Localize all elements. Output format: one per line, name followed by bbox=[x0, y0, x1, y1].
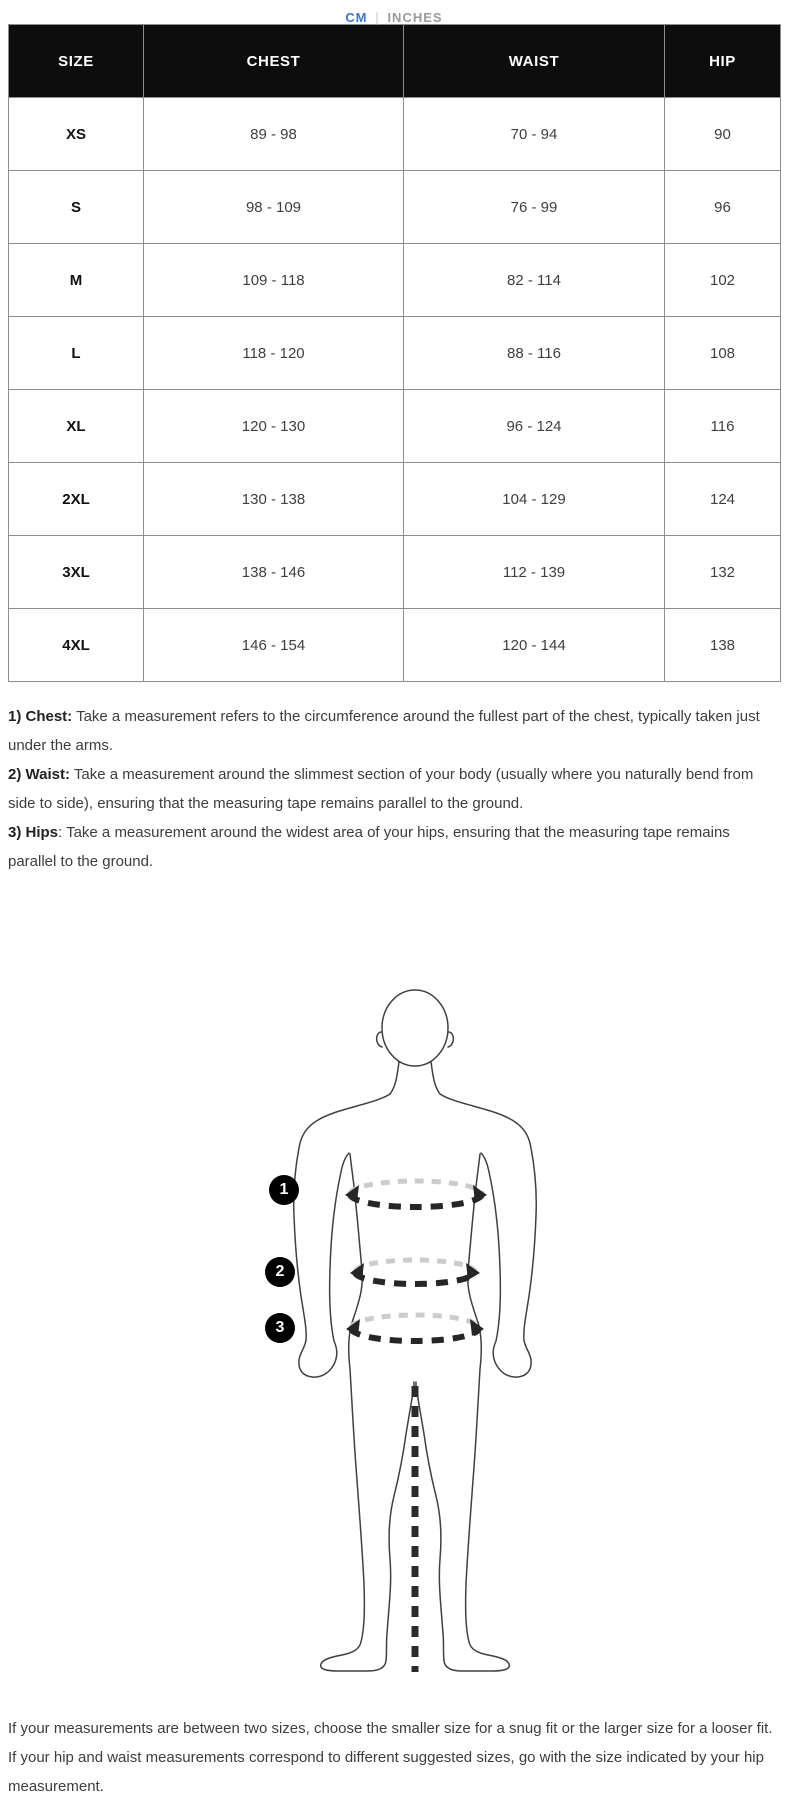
size-label: 3XL bbox=[9, 536, 144, 609]
table-row bbox=[9, 98, 781, 171]
chest-value: 130 - 138 bbox=[144, 463, 404, 536]
hip-value: 124 bbox=[665, 463, 781, 536]
chest-value: 89 - 98 bbox=[144, 98, 404, 171]
chest-value: 146 - 154 bbox=[144, 609, 404, 682]
waist-value: 120 - 144 bbox=[404, 609, 665, 682]
waist-value: 96 - 124 bbox=[404, 390, 665, 463]
column-header-chest: CHEST bbox=[144, 25, 404, 98]
measurement-notes bbox=[8, 702, 780, 876]
table-row bbox=[9, 536, 781, 609]
table-row bbox=[9, 244, 781, 317]
figure-head bbox=[382, 990, 448, 1066]
chest-value: 109 - 118 bbox=[144, 244, 404, 317]
size-table-header-row bbox=[9, 25, 781, 98]
note-chest: 1) Chest: Take a measurement refers to the circumference around the fullest part of the chest, typically taken just under the arms. bbox=[8, 708, 760, 754]
hip-value: 138 bbox=[665, 609, 781, 682]
waist-value: 88 - 116 bbox=[404, 317, 665, 390]
size-table bbox=[8, 24, 781, 682]
waist-tape-ellipse bbox=[350, 1260, 480, 1284]
table-row bbox=[9, 609, 781, 682]
waist-value: 82 - 114 bbox=[404, 244, 665, 317]
unit-option-cm[interactable]: CM bbox=[345, 10, 368, 25]
waist-value: 104 - 129 bbox=[404, 463, 665, 536]
chest-value: 138 - 146 bbox=[144, 536, 404, 609]
note-waist: 2) Waist: Take a measurement around the slimmest section of your body (usually where you naturally bend from side to side), ensuring that the measuring tape remains parallel to the ground. bbox=[8, 766, 754, 812]
fit-note: If your measurements are between two sizes, choose the smaller size for a snug fit or the larger size for a looser fit. If your hip and waist measurements correspond to different suggested sizes, go with the size indicated by your hip measurement. bbox=[8, 1720, 773, 1795]
size-label: XL bbox=[9, 390, 144, 463]
table-row bbox=[9, 317, 781, 390]
hip-value: 116 bbox=[665, 390, 781, 463]
chest-value: 118 - 120 bbox=[144, 317, 404, 390]
waist-value: 70 - 94 bbox=[404, 98, 665, 171]
body-figure-illustration bbox=[0, 924, 788, 1684]
hip-value: 90 bbox=[665, 98, 781, 171]
size-label: 2XL bbox=[9, 463, 144, 536]
column-header-size: SIZE bbox=[9, 25, 144, 98]
unit-toggle bbox=[0, 0, 788, 24]
hip-value: 96 bbox=[665, 171, 781, 244]
hip-value: 102 bbox=[665, 244, 781, 317]
waist-marker-badge: 2 bbox=[265, 1257, 295, 1287]
table-row bbox=[9, 463, 781, 536]
note-hips: 3) Hips: Take a measurement around the widest area of your hips, ensuring that the measuring tape remains parallel to the ground. bbox=[8, 824, 730, 870]
waist-value: 112 - 139 bbox=[404, 536, 665, 609]
size-label: 4XL bbox=[9, 609, 144, 682]
size-label: M bbox=[9, 244, 144, 317]
chest-value: 98 - 109 bbox=[144, 171, 404, 244]
unit-option-inches[interactable]: INCHES bbox=[387, 10, 443, 25]
column-header-waist: WAIST bbox=[404, 25, 665, 98]
size-label: S bbox=[9, 171, 144, 244]
waist-value: 76 - 99 bbox=[404, 171, 665, 244]
table-row bbox=[9, 171, 781, 244]
hip-value: 132 bbox=[665, 536, 781, 609]
column-header-hip: HIP bbox=[665, 25, 781, 98]
chest-marker-badge: 1 bbox=[269, 1175, 299, 1205]
body-diagram bbox=[0, 924, 788, 1684]
unit-toggle-separator: | bbox=[375, 10, 380, 25]
hip-tape-ellipse bbox=[346, 1315, 484, 1341]
hip-value: 108 bbox=[665, 317, 781, 390]
chest-value: 120 - 130 bbox=[144, 390, 404, 463]
size-label: XS bbox=[9, 98, 144, 171]
chest-tape-ellipse bbox=[345, 1181, 487, 1207]
table-row bbox=[9, 390, 781, 463]
hip-marker-badge: 3 bbox=[265, 1313, 295, 1343]
size-label: L bbox=[9, 317, 144, 390]
